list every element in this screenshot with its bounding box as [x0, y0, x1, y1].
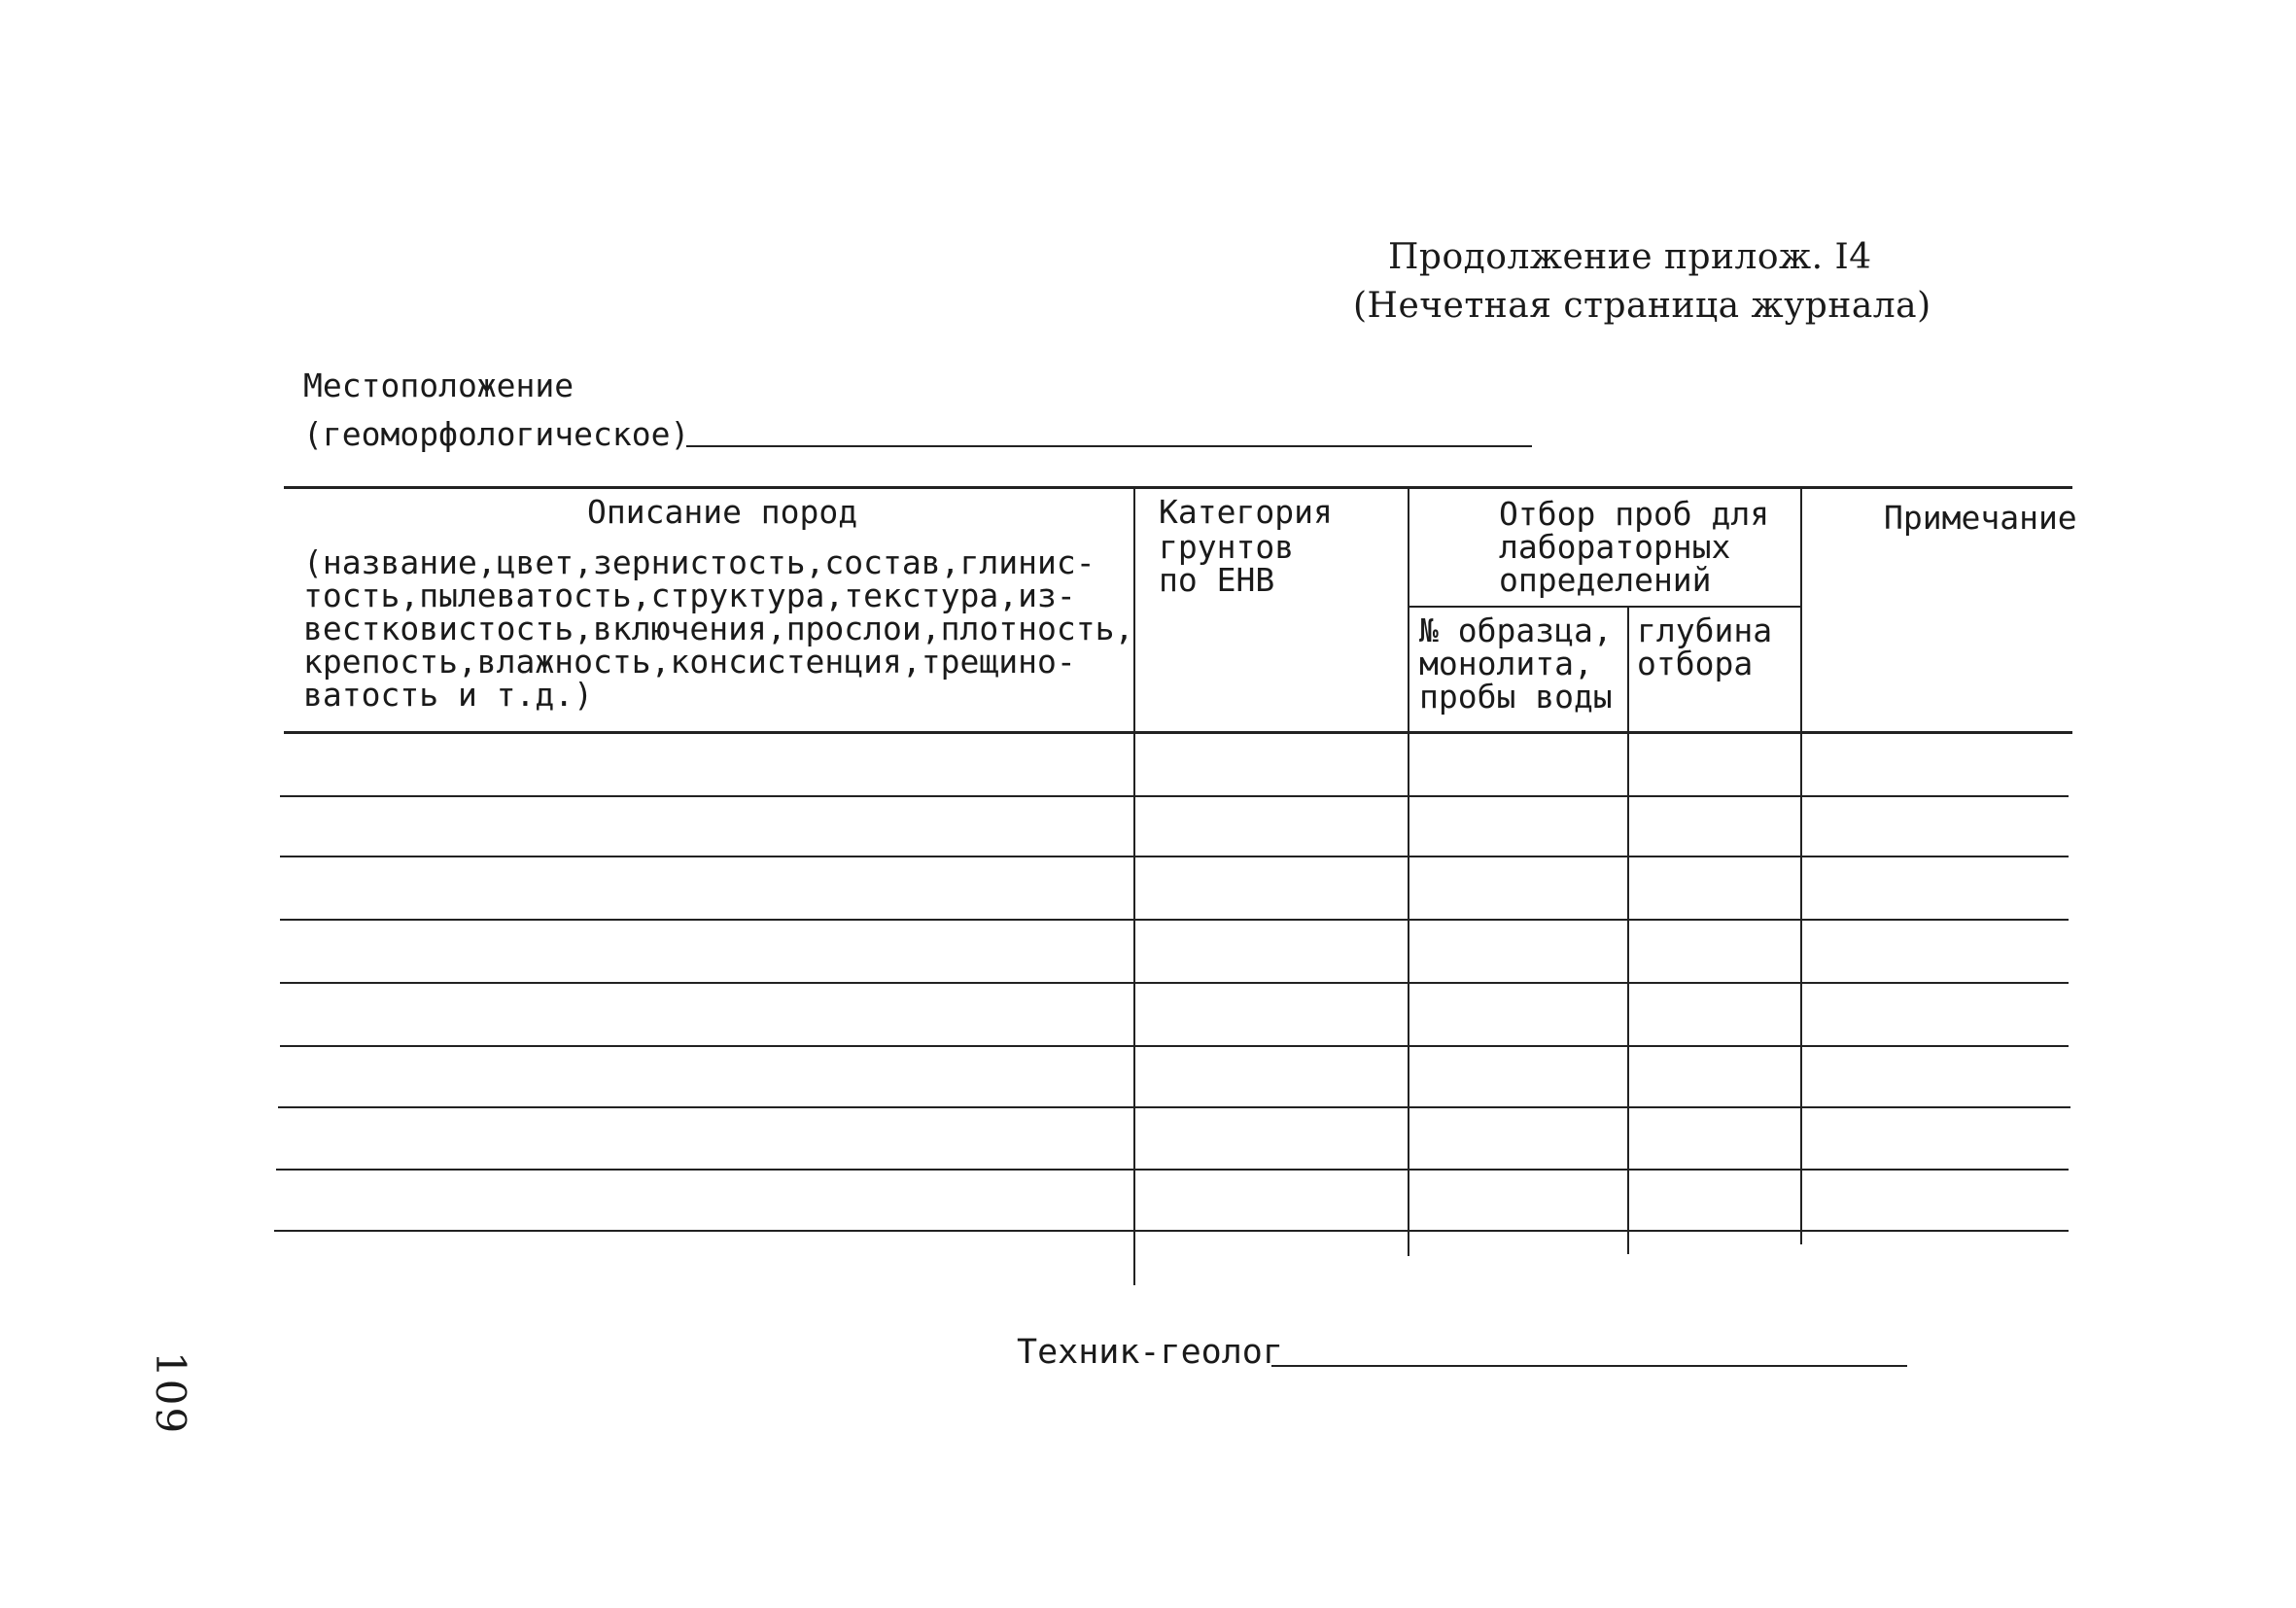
location-label: Местоположение: [303, 367, 574, 404]
category-header-line: по ЕНВ: [1159, 561, 1275, 599]
sampling-depth-line: отбора: [1637, 645, 1754, 682]
sampling-header-line: лабораторных: [1499, 528, 1731, 566]
table-row-line: [280, 795, 2069, 797]
sample-number-line: пробы воды: [1419, 678, 1613, 716]
table-header-bottom-border: [284, 731, 2072, 734]
column-divider-2: [1408, 486, 1409, 1256]
category-header-line: грунтов: [1159, 528, 1295, 566]
description-detail-line: вестковистость,включения,прослои,плотность,: [303, 610, 1134, 647]
page-type-heading: (Нечетная страница журнала): [1353, 286, 1931, 326]
sampling-subheader-divider: [1408, 606, 1800, 608]
signature-label: Техник-геолог: [1017, 1333, 1283, 1372]
sampling-depth-line: глубина: [1637, 612, 1773, 649]
column-divider-4: [1800, 486, 1802, 1244]
location-input-line[interactable]: [686, 445, 1532, 447]
location-label-geomorph: (геоморфологическое): [303, 415, 690, 453]
page-number: 109: [147, 1351, 194, 1436]
sampling-header-line: Отбор проб для: [1499, 495, 1770, 533]
description-detail-line: (название,цвет,зернистость,состав,глинис-: [303, 543, 1096, 581]
column-divider-1: [1133, 486, 1135, 1285]
table-row-line: [276, 1169, 2069, 1171]
description-column-title: Описание пород: [587, 493, 858, 531]
table-row-line: [280, 856, 2069, 857]
description-detail-line: тость,пылеватость,структура,текстура,из-: [303, 577, 1076, 614]
table-row-line: [280, 982, 2069, 984]
table-top-border: [284, 486, 2072, 489]
table-row-line: [278, 1106, 2070, 1108]
continuation-heading: Продолжение прилож. I4: [1388, 237, 1872, 277]
category-header-line: Категория: [1159, 493, 1333, 531]
column-divider-3: [1627, 606, 1629, 1254]
description-detail-line: крепость,влажность,консистенция,трещино-: [303, 643, 1076, 681]
sampling-header-line: определений: [1499, 561, 1712, 599]
sample-number-line: монолита,: [1419, 645, 1593, 682]
sample-number-line: № образца,: [1419, 612, 1613, 649]
table-row-line: [280, 919, 2069, 921]
description-detail-line: ватость и т.д.): [303, 676, 594, 714]
note-column-header: Примечание: [1884, 499, 2077, 537]
table-row-line: [274, 1230, 2069, 1232]
table-row-line: [280, 1045, 2069, 1047]
signature-line[interactable]: [1271, 1365, 1907, 1367]
